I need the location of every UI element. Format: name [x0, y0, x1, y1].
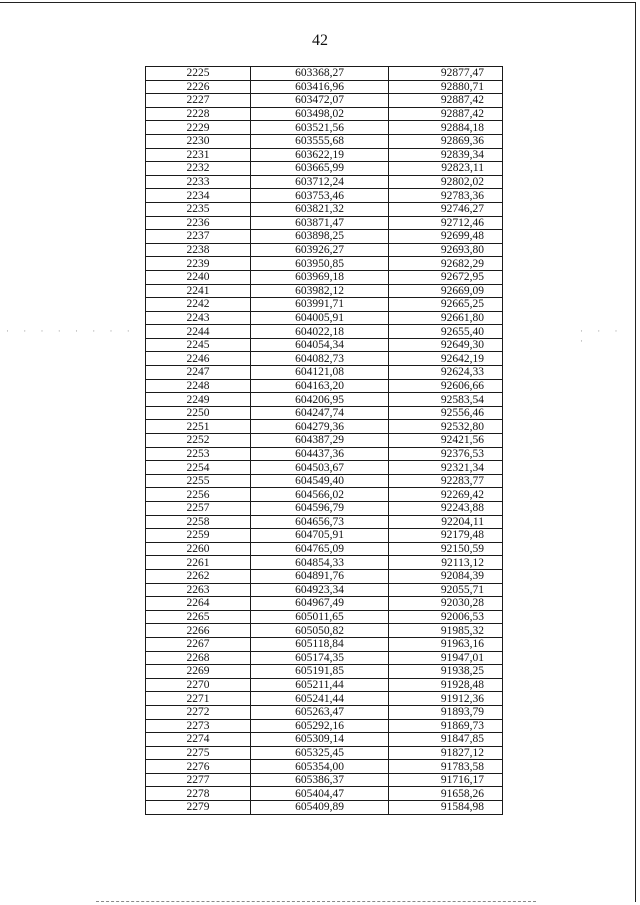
y-coordinate-cell: 91869,73 [389, 719, 503, 733]
x-coordinate-cell: 604656,73 [251, 515, 389, 529]
y-coordinate-cell: 92321,34 [389, 461, 503, 475]
x-coordinate-cell: 604765,09 [251, 542, 389, 556]
x-coordinate-cell: 604022,18 [251, 325, 389, 339]
y-coordinate-cell: 92649,30 [389, 338, 503, 352]
x-coordinate-cell: 604279,36 [251, 420, 389, 434]
x-coordinate-cell: 603991,71 [251, 298, 389, 312]
x-coordinate-cell: 603498,02 [251, 107, 389, 121]
table-row [146, 434, 503, 448]
x-coordinate-cell: 605241,44 [251, 692, 389, 706]
y-coordinate-cell: 91912,36 [389, 692, 503, 706]
x-coordinate-cell: 603926,27 [251, 243, 389, 257]
point-number-cell: 2267 [146, 637, 251, 651]
x-coordinate-cell: 603821,32 [251, 202, 389, 216]
table-row [146, 624, 503, 638]
point-number-cell: 2252 [146, 434, 251, 448]
page-number: 42 [312, 32, 328, 49]
y-coordinate-cell: 92113,12 [389, 556, 503, 570]
table-row [146, 366, 503, 380]
y-coordinate-cell: 92006,53 [389, 610, 503, 624]
x-coordinate-cell: 604549,40 [251, 474, 389, 488]
table-row [146, 542, 503, 556]
table-row [146, 393, 503, 407]
point-number-cell: 2232 [146, 162, 251, 176]
x-coordinate-cell: 604437,36 [251, 447, 389, 461]
point-number-cell: 2234 [146, 189, 251, 203]
y-coordinate-cell: 92283,77 [389, 474, 503, 488]
table-row [146, 352, 503, 366]
x-coordinate-cell: 604247,74 [251, 406, 389, 420]
point-number-cell: 2279 [146, 801, 251, 815]
y-coordinate-cell: 92376,53 [389, 447, 503, 461]
x-coordinate-cell: 604566,02 [251, 488, 389, 502]
table-row [146, 379, 503, 393]
y-coordinate-cell: 92802,02 [389, 175, 503, 189]
table-row [146, 107, 503, 121]
y-coordinate-cell: 91847,85 [389, 733, 503, 747]
y-coordinate-cell: 91985,32 [389, 624, 503, 638]
y-coordinate-cell: 92655,40 [389, 325, 503, 339]
table-row [146, 801, 503, 815]
table-row [146, 733, 503, 747]
table-row [146, 461, 503, 475]
table-row [146, 692, 503, 706]
table-row [146, 338, 503, 352]
point-number-cell: 2262 [146, 569, 251, 583]
table-row [146, 420, 503, 434]
x-coordinate-cell: 604923,34 [251, 583, 389, 597]
y-coordinate-cell: 92269,42 [389, 488, 503, 502]
point-number-cell: 2260 [146, 542, 251, 556]
y-coordinate-cell: 92150,59 [389, 542, 503, 556]
point-number-cell: 2235 [146, 202, 251, 216]
x-coordinate-cell: 603982,12 [251, 284, 389, 298]
x-coordinate-cell: 605211,44 [251, 678, 389, 692]
y-coordinate-cell: 92179,48 [389, 529, 503, 543]
x-coordinate-cell: 603521,56 [251, 121, 389, 135]
x-coordinate-cell: 603472,07 [251, 94, 389, 108]
y-coordinate-cell: 92642,19 [389, 352, 503, 366]
y-coordinate-cell: 92583,54 [389, 393, 503, 407]
table-row [146, 216, 503, 230]
point-number-cell: 2254 [146, 461, 251, 475]
y-coordinate-cell: 92682,29 [389, 257, 503, 271]
y-coordinate-cell: 91947,01 [389, 651, 503, 665]
y-coordinate-cell: 92624,33 [389, 366, 503, 380]
table-row [146, 311, 503, 325]
x-coordinate-cell: 605354,00 [251, 760, 389, 774]
x-coordinate-cell: 604163,20 [251, 379, 389, 393]
x-coordinate-cell: 605118,84 [251, 637, 389, 651]
point-number-cell: 2237 [146, 230, 251, 244]
table-row [146, 121, 503, 135]
y-coordinate-cell: 92606,66 [389, 379, 503, 393]
x-coordinate-cell: 603871,47 [251, 216, 389, 230]
point-number-cell: 2246 [146, 352, 251, 366]
y-coordinate-cell: 92084,39 [389, 569, 503, 583]
point-number-cell: 2255 [146, 474, 251, 488]
x-coordinate-cell: 604967,49 [251, 597, 389, 611]
point-number-cell: 2275 [146, 746, 251, 760]
y-coordinate-cell: 92669,09 [389, 284, 503, 298]
point-number-cell: 2245 [146, 338, 251, 352]
y-coordinate-cell: 91584,98 [389, 801, 503, 815]
x-coordinate-cell: 605050,82 [251, 624, 389, 638]
y-coordinate-cell: 92672,95 [389, 270, 503, 284]
point-number-cell: 2272 [146, 705, 251, 719]
y-coordinate-cell: 92869,36 [389, 134, 503, 148]
y-coordinate-cell: 91928,48 [389, 678, 503, 692]
table-row [146, 134, 503, 148]
point-number-cell: 2271 [146, 692, 251, 706]
x-coordinate-cell: 605409,89 [251, 801, 389, 815]
x-coordinate-cell: 604054,34 [251, 338, 389, 352]
x-coordinate-cell: 604121,08 [251, 366, 389, 380]
x-coordinate-cell: 605404,47 [251, 787, 389, 801]
x-coordinate-cell: 603555,68 [251, 134, 389, 148]
x-coordinate-cell: 604387,29 [251, 434, 389, 448]
point-number-cell: 2274 [146, 733, 251, 747]
table-row [146, 202, 503, 216]
x-coordinate-cell: 604891,76 [251, 569, 389, 583]
point-number-cell: 2227 [146, 94, 251, 108]
y-coordinate-cell: 92699,48 [389, 230, 503, 244]
scan-edge-line [96, 901, 536, 902]
x-coordinate-cell: 603368,27 [251, 67, 389, 81]
y-coordinate-cell: 91658,26 [389, 787, 503, 801]
table-row [146, 230, 503, 244]
point-number-cell: 2233 [146, 175, 251, 189]
point-number-cell: 2226 [146, 80, 251, 94]
y-coordinate-cell: 92887,42 [389, 107, 503, 121]
y-coordinate-cell: 91783,58 [389, 760, 503, 774]
table-row [146, 67, 503, 81]
table-row [146, 284, 503, 298]
table-row [146, 148, 503, 162]
point-number-cell: 2265 [146, 610, 251, 624]
point-number-cell: 2273 [146, 719, 251, 733]
table-row [146, 529, 503, 543]
table-row [146, 80, 503, 94]
table-row [146, 270, 503, 284]
table-row [146, 406, 503, 420]
table-row [146, 583, 503, 597]
x-coordinate-cell: 603622,19 [251, 148, 389, 162]
point-number-cell: 2268 [146, 651, 251, 665]
y-coordinate-cell: 92880,71 [389, 80, 503, 94]
x-coordinate-cell: 605191,85 [251, 665, 389, 679]
point-number-cell: 2228 [146, 107, 251, 121]
point-number-cell: 2269 [146, 665, 251, 679]
y-coordinate-cell: 92030,28 [389, 597, 503, 611]
y-coordinate-cell: 92693,80 [389, 243, 503, 257]
table-row [146, 488, 503, 502]
point-number-cell: 2239 [146, 257, 251, 271]
y-coordinate-cell: 92665,25 [389, 298, 503, 312]
table-row [146, 665, 503, 679]
point-number-cell: 2241 [146, 284, 251, 298]
table-row [146, 243, 503, 257]
table-row [146, 610, 503, 624]
y-coordinate-cell: 92884,18 [389, 121, 503, 135]
point-number-cell: 2249 [146, 393, 251, 407]
table-row [146, 637, 503, 651]
x-coordinate-cell: 603753,46 [251, 189, 389, 203]
point-number-cell: 2250 [146, 406, 251, 420]
x-coordinate-cell: 604503,67 [251, 461, 389, 475]
x-coordinate-cell: 605325,45 [251, 746, 389, 760]
coordinates-table [145, 66, 503, 815]
table-row [146, 447, 503, 461]
table-row [146, 474, 503, 488]
point-number-cell: 2225 [146, 67, 251, 81]
point-number-cell: 2263 [146, 583, 251, 597]
table-row [146, 651, 503, 665]
table-row [146, 705, 503, 719]
point-number-cell: 2244 [146, 325, 251, 339]
table-row [146, 597, 503, 611]
y-coordinate-cell: 92887,42 [389, 94, 503, 108]
point-number-cell: 2253 [146, 447, 251, 461]
table-row [146, 94, 503, 108]
point-number-cell: 2242 [146, 298, 251, 312]
table-row [146, 325, 503, 339]
x-coordinate-cell: 604005,91 [251, 311, 389, 325]
table-row [146, 162, 503, 176]
y-coordinate-cell: 92556,46 [389, 406, 503, 420]
x-coordinate-cell: 605309,14 [251, 733, 389, 747]
table-row [146, 678, 503, 692]
point-number-cell: 2236 [146, 216, 251, 230]
table-row [146, 569, 503, 583]
point-number-cell: 2248 [146, 379, 251, 393]
point-number-cell: 2257 [146, 502, 251, 516]
table-row [146, 787, 503, 801]
x-coordinate-cell: 603665,99 [251, 162, 389, 176]
table-row [146, 773, 503, 787]
point-number-cell: 2264 [146, 597, 251, 611]
point-number-cell: 2270 [146, 678, 251, 692]
x-coordinate-cell: 605386,37 [251, 773, 389, 787]
point-number-cell: 2266 [146, 624, 251, 638]
y-coordinate-cell: 92746,27 [389, 202, 503, 216]
point-number-cell: 2231 [146, 148, 251, 162]
point-number-cell: 2243 [146, 311, 251, 325]
y-coordinate-cell: 92243,88 [389, 502, 503, 516]
table-row [146, 760, 503, 774]
x-coordinate-cell: 604206,95 [251, 393, 389, 407]
y-coordinate-cell: 91716,17 [389, 773, 503, 787]
point-number-cell: 2261 [146, 556, 251, 570]
table-row [146, 189, 503, 203]
table-row [146, 556, 503, 570]
table-row [146, 175, 503, 189]
point-number-cell: 2230 [146, 134, 251, 148]
table-row [146, 257, 503, 271]
point-number-cell: 2238 [146, 243, 251, 257]
y-coordinate-cell: 92055,71 [389, 583, 503, 597]
x-coordinate-cell: 604854,33 [251, 556, 389, 570]
table-row [146, 719, 503, 733]
point-number-cell: 2229 [146, 121, 251, 135]
table-row [146, 746, 503, 760]
table-row [146, 502, 503, 516]
y-coordinate-cell: 92839,34 [389, 148, 503, 162]
x-coordinate-cell: 603416,96 [251, 80, 389, 94]
x-coordinate-cell: 605292,16 [251, 719, 389, 733]
point-number-cell: 2256 [146, 488, 251, 502]
table-row [146, 515, 503, 529]
point-number-cell: 2251 [146, 420, 251, 434]
point-number-cell: 2277 [146, 773, 251, 787]
x-coordinate-cell: 604705,91 [251, 529, 389, 543]
y-coordinate-cell: 91827,12 [389, 746, 503, 760]
y-coordinate-cell: 92661,80 [389, 311, 503, 325]
point-number-cell: 2258 [146, 515, 251, 529]
x-coordinate-cell: 605263,47 [251, 705, 389, 719]
point-number-cell: 2247 [146, 366, 251, 380]
x-coordinate-cell: 603969,18 [251, 270, 389, 284]
x-coordinate-cell: 603712,24 [251, 175, 389, 189]
y-coordinate-cell: 92421,56 [389, 434, 503, 448]
y-coordinate-cell: 91938,25 [389, 665, 503, 679]
x-coordinate-cell: 604082,73 [251, 352, 389, 366]
y-coordinate-cell: 92712,46 [389, 216, 503, 230]
x-coordinate-cell: 605011,65 [251, 610, 389, 624]
y-coordinate-cell: 91893,79 [389, 705, 503, 719]
y-coordinate-cell: 92783,36 [389, 189, 503, 203]
y-coordinate-cell: 91963,16 [389, 637, 503, 651]
point-number-cell: 2240 [146, 270, 251, 284]
scan-artifact-left: · · · · · · · · [6, 326, 136, 336]
x-coordinate-cell: 603950,85 [251, 257, 389, 271]
y-coordinate-cell: 92204,11 [389, 515, 503, 529]
table-row [146, 298, 503, 312]
scan-artifact-right: · · · · [580, 326, 624, 346]
x-coordinate-cell: 604596,79 [251, 502, 389, 516]
y-coordinate-cell: 92532,80 [389, 420, 503, 434]
x-coordinate-cell: 603898,25 [251, 230, 389, 244]
point-number-cell: 2276 [146, 760, 251, 774]
coordinates-table-body [146, 67, 503, 815]
x-coordinate-cell: 605174,35 [251, 651, 389, 665]
point-number-cell: 2278 [146, 787, 251, 801]
point-number-cell: 2259 [146, 529, 251, 543]
y-coordinate-cell: 92877,47 [389, 67, 503, 81]
y-coordinate-cell: 92823,11 [389, 162, 503, 176]
